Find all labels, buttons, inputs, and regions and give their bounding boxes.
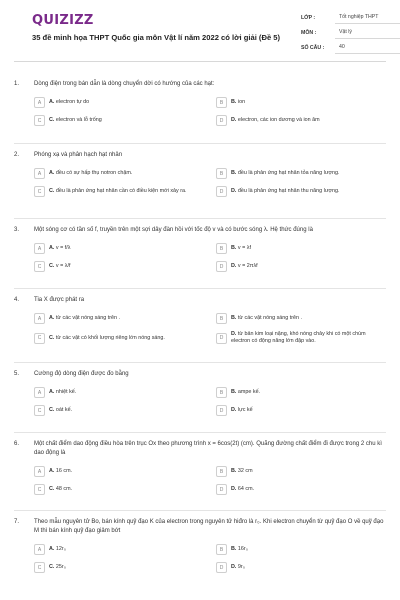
option-d[interactable] — [216, 331, 386, 345]
question-divider — [14, 362, 386, 363]
option-c[interactable] — [34, 186, 204, 197]
option-letter: D. — [231, 331, 237, 337]
option-text: 64 cm. — [237, 486, 255, 492]
option-badge: D — [216, 115, 227, 126]
question-3 — [14, 226, 386, 272]
option-letter: D. — [231, 188, 237, 194]
option-text: 48 cm. — [55, 486, 73, 492]
option-letter: B. — [231, 315, 237, 321]
meta-value: Tốt nghiệp THPT — [335, 13, 400, 24]
option-c[interactable] — [34, 405, 204, 416]
option-letter: D. — [231, 117, 237, 123]
question-divider — [14, 510, 386, 511]
question-text: Phóng xạ và phân hạch hạt nhân — [34, 152, 123, 158]
option-b[interactable] — [216, 97, 386, 108]
option-badge: D — [216, 405, 227, 416]
option-b[interactable] — [216, 313, 386, 324]
option-letter: A. — [49, 389, 55, 395]
option-text: đều có sự hấp thụ notron chậm. — [55, 170, 133, 176]
option-badge: C — [34, 115, 45, 126]
option-a[interactable] — [34, 544, 204, 555]
option-text: từ các vật có khối lượng riêng lớn nóng sáng. — [55, 334, 165, 341]
option-badge: C — [34, 333, 45, 344]
question-text: Cường độ dòng điện được đo bằng — [34, 371, 129, 377]
option-text: nhiệt kế. — [55, 389, 77, 395]
option-badge: C — [34, 562, 45, 573]
option-text: 32 cm — [237, 468, 253, 474]
meta-label: LỚP : — [301, 15, 316, 21]
option-d[interactable] — [216, 115, 386, 126]
option-letter: A. — [49, 315, 55, 321]
option-text: ampe kế. — [237, 389, 261, 395]
option-letter: C. — [49, 564, 55, 570]
option-badge: B — [216, 387, 227, 398]
option-badge: C — [34, 405, 45, 416]
option-letter: C. — [49, 486, 55, 492]
option-letter: D. — [231, 486, 237, 492]
question-number: 1. — [14, 81, 20, 87]
option-letter: B. — [231, 546, 237, 552]
option-badge: A — [34, 313, 45, 324]
option-badge: B — [216, 168, 227, 179]
option-b[interactable] — [216, 243, 386, 254]
option-badge: C — [34, 261, 45, 272]
answer-options — [34, 466, 386, 495]
option-letter: A. — [49, 546, 55, 552]
question-7 — [14, 518, 386, 573]
option-badge: A — [34, 387, 45, 398]
option-text: lực kế — [237, 407, 253, 413]
quizizz-logo: QUIZIZZ — [32, 13, 94, 28]
question-number: 2. — [14, 152, 20, 158]
question-2 — [14, 151, 386, 197]
question-number: 3. — [14, 227, 20, 233]
option-c[interactable] — [34, 484, 204, 495]
option-letter: B. — [231, 99, 237, 105]
question-number: 5. — [14, 371, 20, 377]
option-d[interactable] — [216, 562, 386, 573]
option-letter: C. — [49, 117, 55, 123]
option-badge: B — [216, 466, 227, 477]
question-divider — [14, 218, 386, 219]
option-a[interactable] — [34, 313, 204, 324]
option-text: đều là phản ứng hạt nhân tỏa năng lượng. — [237, 170, 340, 176]
question-divider — [14, 143, 386, 144]
worksheet-header — [14, 0, 386, 62]
answer-options — [34, 313, 386, 345]
option-text: electron, các ion dương và ion âm — [237, 117, 320, 123]
option-badge: C — [34, 484, 45, 495]
document-title: 35 đề minh họa THPT Quốc gia môn Vật lí năm 2022 có lời giải (Đề 5) — [32, 33, 281, 42]
option-a[interactable] — [34, 97, 204, 108]
option-text: 16r₀ — [237, 546, 248, 552]
question-number: 7. — [14, 519, 20, 525]
option-badge: C — [34, 186, 45, 197]
answer-options — [34, 168, 386, 197]
option-badge: D — [216, 562, 227, 573]
option-text: từ các vật nóng sáng trên . — [237, 315, 303, 321]
option-b[interactable] — [216, 466, 386, 477]
option-text: ion — [237, 99, 246, 105]
option-c[interactable] — [34, 331, 204, 345]
question-1 — [14, 80, 386, 126]
option-letter: B. — [231, 245, 237, 251]
answer-options — [34, 387, 386, 416]
option-badge: A — [34, 97, 45, 108]
option-a[interactable] — [34, 168, 204, 179]
question-5 — [14, 370, 386, 416]
option-text: v = λ/f — [55, 263, 71, 269]
option-a[interactable] — [34, 243, 204, 254]
meta-row-count — [301, 42, 400, 54]
answer-options — [34, 544, 386, 573]
option-d[interactable] — [216, 261, 386, 272]
option-letter: A. — [49, 245, 55, 251]
option-text: oát kế. — [55, 407, 73, 413]
option-b[interactable] — [216, 544, 386, 555]
option-text: đều là phản ứng hạt nhân cần có điều kiện mới xảy ra. — [55, 188, 187, 194]
option-badge: D — [216, 186, 227, 197]
option-text: 9r₀ — [237, 564, 245, 570]
question-divider — [14, 288, 386, 289]
option-a[interactable] — [34, 387, 204, 398]
option-badge: B — [216, 544, 227, 555]
option-letter: A. — [49, 99, 55, 105]
option-badge: D — [216, 261, 227, 272]
answer-options — [34, 243, 386, 272]
option-letter: C. — [49, 188, 55, 194]
question-divider — [14, 432, 386, 433]
question-text: Dòng điện trong bán dẫn là dòng chuyển dời có hướng của các hạt: — [34, 81, 215, 87]
option-badge: B — [216, 313, 227, 324]
worksheet-meta — [301, 12, 400, 57]
question-text: Một sóng cơ có tần số f, truyền trên một sợi dây đàn hồi với tốc độ v và có bước sóng λ. Hệ thức đúng là — [34, 227, 313, 233]
option-badge: B — [216, 243, 227, 254]
question-text: Theo mẫu nguyên tử Bo, bán kính quỹ đạo K của electron trong nguyên tử hiđro là r₀. Khi electron chuyển từ quỹ đạo O về quỹ đạo M thì bán kính quỹ đạo giảm bớt — [34, 519, 384, 534]
question-4 — [14, 296, 386, 345]
option-text: v = 2πλf — [237, 263, 258, 269]
option-letter: B. — [231, 468, 237, 474]
option-badge: D — [216, 333, 227, 344]
option-d[interactable] — [216, 405, 386, 416]
option-b[interactable] — [216, 387, 386, 398]
option-c[interactable] — [34, 261, 204, 272]
meta-value: 40 — [335, 43, 400, 54]
meta-row-class — [301, 12, 400, 24]
option-c[interactable] — [34, 562, 204, 573]
option-letter: A. — [49, 468, 55, 474]
option-c[interactable] — [34, 115, 204, 126]
option-badge: A — [34, 168, 45, 179]
option-badge: D — [216, 484, 227, 495]
option-letter: C. — [49, 263, 55, 269]
option-letter: D. — [231, 407, 237, 413]
option-text: v = f/λ — [55, 245, 71, 251]
option-text: v = λf — [237, 245, 251, 251]
option-a[interactable] — [34, 466, 204, 477]
option-badge: A — [34, 544, 45, 555]
question-number: 4. — [14, 297, 20, 303]
question-6 — [14, 440, 386, 495]
question-number: 6. — [14, 441, 20, 447]
option-text: electron và lỗ trống — [55, 117, 102, 123]
option-text: 16 cm. — [55, 468, 73, 474]
option-letter: C. — [49, 407, 55, 413]
option-letter: D. — [231, 263, 237, 269]
option-letter: B. — [231, 389, 237, 395]
meta-value: Vật lý — [335, 28, 400, 39]
option-letter: B. — [231, 170, 237, 176]
question-text: Tia X được phát ra — [34, 297, 85, 303]
option-d[interactable] — [216, 484, 386, 495]
option-badge: B — [216, 97, 227, 108]
option-letter: D. — [231, 564, 237, 570]
option-text: electron tự do — [55, 99, 90, 105]
meta-row-subject — [301, 27, 400, 39]
option-letter: C. — [49, 334, 55, 341]
answer-options — [34, 97, 386, 126]
question-text: Một chất điểm dao động điều hòa trên trục Ox theo phương trình x = 6cos(2t) (cm). Quãng đường chất điểm đi được trong 2 chu kì dao động là — [34, 441, 382, 456]
option-letter: A. — [49, 170, 55, 176]
option-text: từ các vật nóng sáng trên . — [55, 315, 121, 321]
option-b[interactable] — [216, 168, 386, 179]
option-text: từ bản kim loại nặng, khó nóng chảy khi có một chùm electron có động năng lớn đập vào. — [231, 331, 366, 344]
option-text: 12r₀ — [55, 546, 66, 552]
option-badge: A — [34, 243, 45, 254]
meta-label: MÔN : — [301, 30, 317, 36]
meta-label: SỐ CÂU : — [301, 45, 325, 51]
option-badge: A — [34, 466, 45, 477]
option-text: 25r₀ — [55, 564, 66, 570]
option-d[interactable] — [216, 186, 386, 197]
option-text: đều là phản ứng hạt nhân thu năng lượng. — [237, 188, 340, 194]
